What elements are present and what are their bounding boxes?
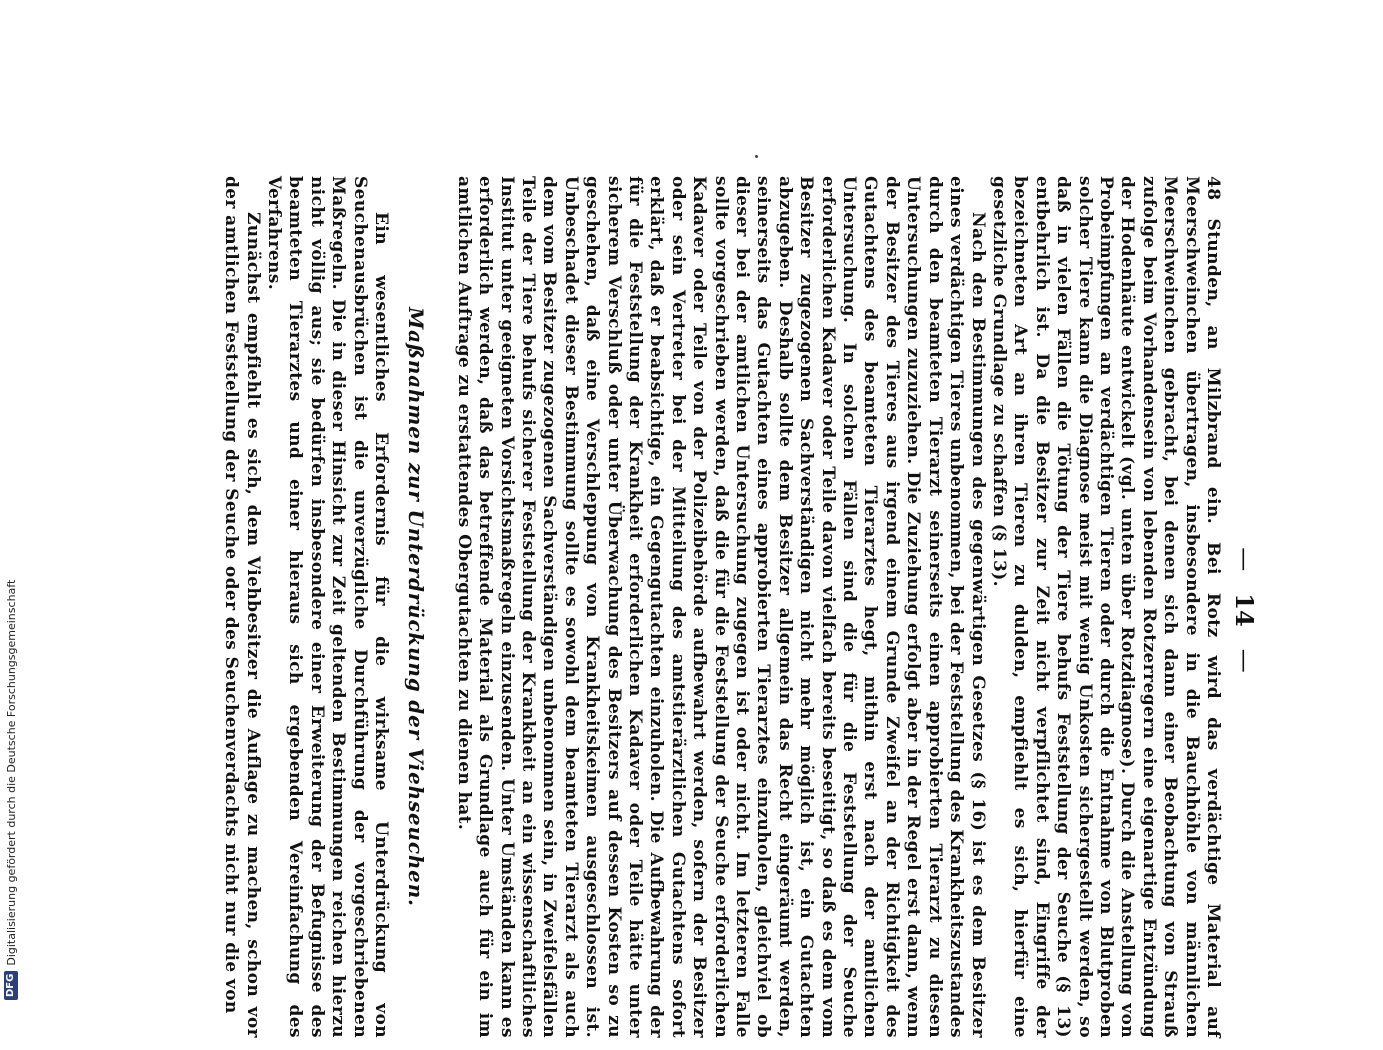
page-number: 14 <box>1230 593 1260 627</box>
page-header <box>1225 170 1265 1050</box>
section-heading: Maßnahmen zur Unterdrückung der Viehseuchen. <box>404 307 429 907</box>
credit-text: Digitalisierung gefördert durch die Deutsche Forschungsgemeinschaft <box>4 579 18 966</box>
header-dash-right: — <box>1231 648 1259 673</box>
dfg-logo: DFG <box>4 971 18 1000</box>
paragraph-4: Zunächst empfiehlt es sich, dem Viehbesitzer die Auflage zu machen, schon vor der amtlichen Feststellung der Seuche oder des Seuchenverdachts nicht nur die von <box>221 176 263 1038</box>
paragraph-3: Ein wesentliches Erfordernis für die wirksame Unterdrückung von Seuchenausbrüchen ist die unverzügliche Durchführung der vorgeschriebenen Maßregeln. Die in dieser Hinsicht zur Zeit geltenden Bestimmungen reichen hierzu nicht völlig aus; sie bedürfen insbesondere einer Erweiterung der Befugnisse des beamteten Tierarztes und einer hieraus sich ergebenden Vereinfachung des Verfahrens. <box>263 176 391 1038</box>
paragraph-1: 48 Stunden, an Milzbrand ein. Bei Rotz wird das verdächtige Material auf Meerschweinchen übertragen, insbesondere in die Bauchhöhle von männlichen Meerschweinchen gebracht, bei denen sich dann einer Beobachtung von Strauß zufolge beim Vorhandensein von lebenden Rotzerregern eine eigenartige Entzündung der Hodenhäute entwickelt (vgl. unten über Rotzdiagnose). Durch die Anstellung von Probeimpfungen an verdächtigen Tieren oder durch die Entnahme von Blutproben solcher Tiere kann die Diagnose meist mit wenig Unkosten sichergestellt werden, so daß in vielen Fällen die Tötung der Tiere behufs Feststellung der Seuche (§ 13) entbehrlich ist. Da die Besitzer zur Zeit nicht verpflichtet sind, Eingriffe der bezeichneten Art an ihren Tieren zu dulden, empfiehlt es sich, hierfür eine gesetzliche Grundlage zu schaffen (§ 13). <box>988 176 1223 1038</box>
page-body <box>220 176 1223 1038</box>
paragraph-2: Nach den Bestimmungen des gegenwärtigen Gesetzes (§ 16) ist es dem Besitzer eines verdächtigen Tieres unbenommen, bei der Feststellung des Krankheitszustandes durch den beamteten Tierarzt seinerseits einen approbierten Tierarzt zu diesen Untersuchungen zuzuziehen. Die Zuziehung erfolgt aber in der Regel erst dann, wenn der Besitzer des Tieres aus irgend einem Grunde Zweifel an der Richtigkeit des Gutachtens des beamteten Tierarztes hegt, mithin erst nach der amtlichen Untersuchung. In solchen Fällen sind die für die Feststellung der Seuche erforderlichen Kadaver oder Teile davon vielfach bereits beseitigt, so daß es dem vom Besitzer zugezogenen Sachverständigen nicht mehr möglich ist, ein Gutachten abzugeben. Deshalb sollte dem Besitzer allgemein das Recht eingeräumt werden, seinerseits das Gutachten eines approbierten Tierarztes einzuholen, gleichviel ob dieser bei der amtlichen Untersuchung zugegen ist oder nicht. Im letzteren Falle sollte vorgeschrieben werden, daß die für die Feststellung der Seuche erforderlichen Kadaver oder Teile von der Polizeibehörde aufbewahrt werden, sofern der Besitzer oder sein Vertreter bei der Mitteilung des amtstierärztlichen Gutachtens sofort erklärt, daß er beabsichtige, ein Gegengutachten einzuholen. Die Aufbewahrung der für die Feststellung der Krankheit erforderlichen Kadaver oder Teile hätte unter sicherem Verschluß oder unter Überwachung des Besitzers auf dessen Kosten so zu geschehen, daß eine Verschleppung von Krankheitskeimen ausgeschlossen ist. Unbeschadet dieser Bestimmung sollte es sowohl dem beamteten Tierarzt als auch dem vom Besitzer zugezogenen Sachverständigen unbenommen sein, in Zweifelsfällen Teile der Tiere behufs sicherer Feststellung der Krankheit an ein wissenschaftliches Institut unter geeigneten Vorsichtsmaßregeln einzusenden. Unter Umständen kann es erforderlich werden, daß das betreffende Material als Grundlage auch für ein im amtlichen Auftrage zu erstattendes Obergutachten zu dienen hat. <box>453 176 988 1038</box>
document-page <box>85 170 1265 1050</box>
scan-speck <box>755 155 758 158</box>
header-dash-left: — <box>1231 547 1259 572</box>
digitization-credit <box>3 0 19 1000</box>
